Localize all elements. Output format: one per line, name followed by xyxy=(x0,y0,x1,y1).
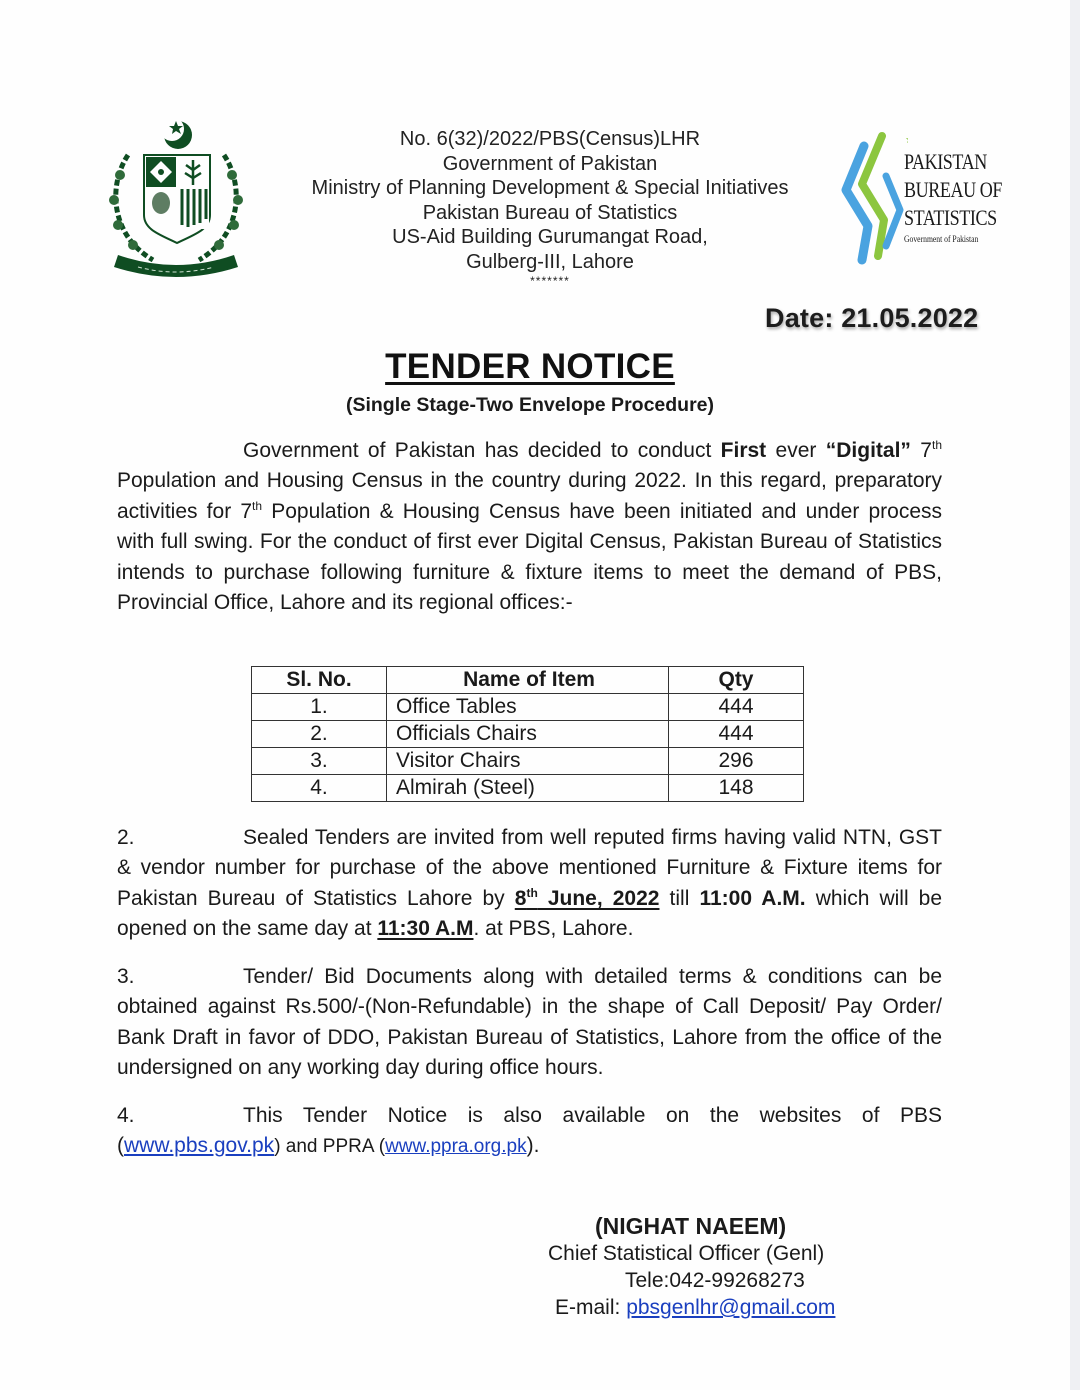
header-line-address: US-Aid Building Gurumangat Road, xyxy=(392,226,708,248)
tender-notice-title: TENDER NOTICE xyxy=(385,347,675,386)
cell-sl-no: 3. xyxy=(252,748,387,775)
letterhead xyxy=(280,127,820,288)
header-line-ministry: Ministry of Planning Development & Special Initiatives xyxy=(311,177,789,199)
cell-sl-no: 2. xyxy=(252,721,387,748)
procedure-subtitle: (Single Stage-Two Envelope Procedure) xyxy=(345,394,715,416)
para2-text-b: till xyxy=(659,886,700,910)
cell-qty: 444 xyxy=(669,694,804,721)
table-row xyxy=(252,721,804,748)
para1-sup-th: th xyxy=(931,438,942,452)
column-header-qty: Qty xyxy=(669,667,804,694)
para4-text-c: ). xyxy=(526,1134,540,1158)
cell-sl-no: 4. xyxy=(252,775,387,802)
pbs-logo-line1: PAKISTAN xyxy=(904,149,987,174)
reference-number: No. 6(32)/2022/PBS(Census)LHR xyxy=(399,128,701,150)
para2-text-a: Sealed Tenders are invited from well reputed firms having valid NTN, GST & vendor number for purchase of the above mentioned Furniture & Fixture items for Pakistan Bureau of Statistics Lahore by xyxy=(117,826,942,910)
cell-item-name: Visitor Chairs xyxy=(387,748,669,775)
cell-item-name: Almirah (Steel) xyxy=(387,775,669,802)
para1-text-e: 7 xyxy=(910,439,932,462)
opening-time: 11:30 A.M xyxy=(377,917,474,941)
cell-sl-no: 1. xyxy=(252,694,387,721)
paragraph-number: 4. xyxy=(117,1104,135,1127)
pbs-logo-line3: STATISTICS xyxy=(904,205,997,230)
submission-date-month-year: June, 2022 xyxy=(537,886,660,910)
column-header-sl-no: Sl. No. xyxy=(252,667,387,694)
para2-text-c: which will be opened on the same day at xyxy=(117,886,943,941)
email-label: E-mail: xyxy=(555,1296,627,1319)
para4-text-a: This Tender Notice is also available on the websites of PBS ( xyxy=(117,1104,942,1158)
email-link[interactable]: pbsgenlhr@gmail.com xyxy=(626,1296,836,1319)
cell-item-name: Office Tables xyxy=(387,694,669,721)
cell-qty: 296 xyxy=(669,748,804,775)
page-title xyxy=(0,347,1060,387)
table-header-row xyxy=(252,667,804,694)
cell-item-name: Officials Chairs xyxy=(387,721,669,748)
column-header-item-name: Name of Item xyxy=(387,667,669,694)
paragraph-bid-documents xyxy=(117,962,942,1084)
items-table xyxy=(251,666,804,802)
cell-qty: 444 xyxy=(669,721,804,748)
paragraph-number: 2. xyxy=(117,826,135,849)
state-emblem-icon xyxy=(98,115,254,280)
header-separator-stars: ******* xyxy=(530,274,570,288)
para1-text-f: Population and Housing Census in the country during 2022. In this regard, preparatory activities for 7 xyxy=(117,469,942,523)
header-line-city: Gulberg-III, Lahore xyxy=(466,250,634,273)
page-edge-strip xyxy=(1070,0,1080,1390)
paragraph-intro xyxy=(117,436,942,618)
para2-text-d: . at PBS, Lahore. xyxy=(473,917,634,941)
para1-sup-th-2: th xyxy=(252,498,263,513)
notice-date: Date: 21.05.2022 xyxy=(765,303,979,333)
signatory-name: (NIGHAT NAEEM) xyxy=(595,1213,787,1239)
submission-date-day: 8 xyxy=(514,886,527,910)
para1-bold-first: First xyxy=(720,439,767,462)
submission-date-sup: th xyxy=(526,885,538,900)
signatory-designation: Chief Statistical Officer (Genl) xyxy=(548,1242,825,1265)
header-line-government: Government of Pakistan xyxy=(442,152,658,175)
signatory-telephone: Tele:042-99268273 xyxy=(625,1269,805,1292)
pbs-logo-tagline: Government of Pakistan xyxy=(904,234,979,244)
pbs-logo-line2: BUREAU OF xyxy=(904,177,1003,202)
table-row xyxy=(252,748,804,775)
para4-text-b: ) and PPRA ( xyxy=(274,1136,386,1158)
table-row xyxy=(252,694,804,721)
para1-bold-digital: “Digital” xyxy=(825,439,911,462)
submission-time: 11:00 A.M. xyxy=(699,886,806,910)
paragraph-sealed-tenders xyxy=(117,823,942,945)
para1-text-a: Government of Pakistan has decided to conduct xyxy=(243,439,721,462)
table-row xyxy=(252,775,804,802)
para1-text-c: ever xyxy=(766,439,826,462)
header-line-bureau: Pakistan Bureau of Statistics xyxy=(422,201,678,224)
pbs-swoosh-icon xyxy=(838,128,908,268)
paragraph-websites xyxy=(117,1101,942,1163)
signature-block xyxy=(540,1213,880,1321)
para1-text-g: Population & Housing Census have been initiated and under process with full swing. For the conduct of first ever Digital Census, Pakistan Bureau of Statistics intends to purchase following furniture & fixture items to meet the demand of PBS, Provincial Office, Lahore and its regional offices:- xyxy=(117,499,943,615)
pbs-website-link[interactable]: www.pbs.gov.pk xyxy=(124,1134,275,1158)
submission-date xyxy=(515,887,660,910)
ppra-website-link[interactable]: www.ppra.org.pk xyxy=(385,1136,527,1158)
para3-text: Tender/ Bid Documents along with detailed terms & conditions can be obtained against Rs.500/-(Non-Refundable) in the shape of Call Deposit/ Pay Order/ Bank Draft in favor of DDO, Pakistan Bureau of Statistics, Lahore from the office of the undersigned on any working day during office hours. xyxy=(117,965,942,1080)
cell-qty: 148 xyxy=(669,775,804,802)
pbs-logo xyxy=(838,128,1003,268)
paragraph-number: 3. xyxy=(117,965,135,988)
